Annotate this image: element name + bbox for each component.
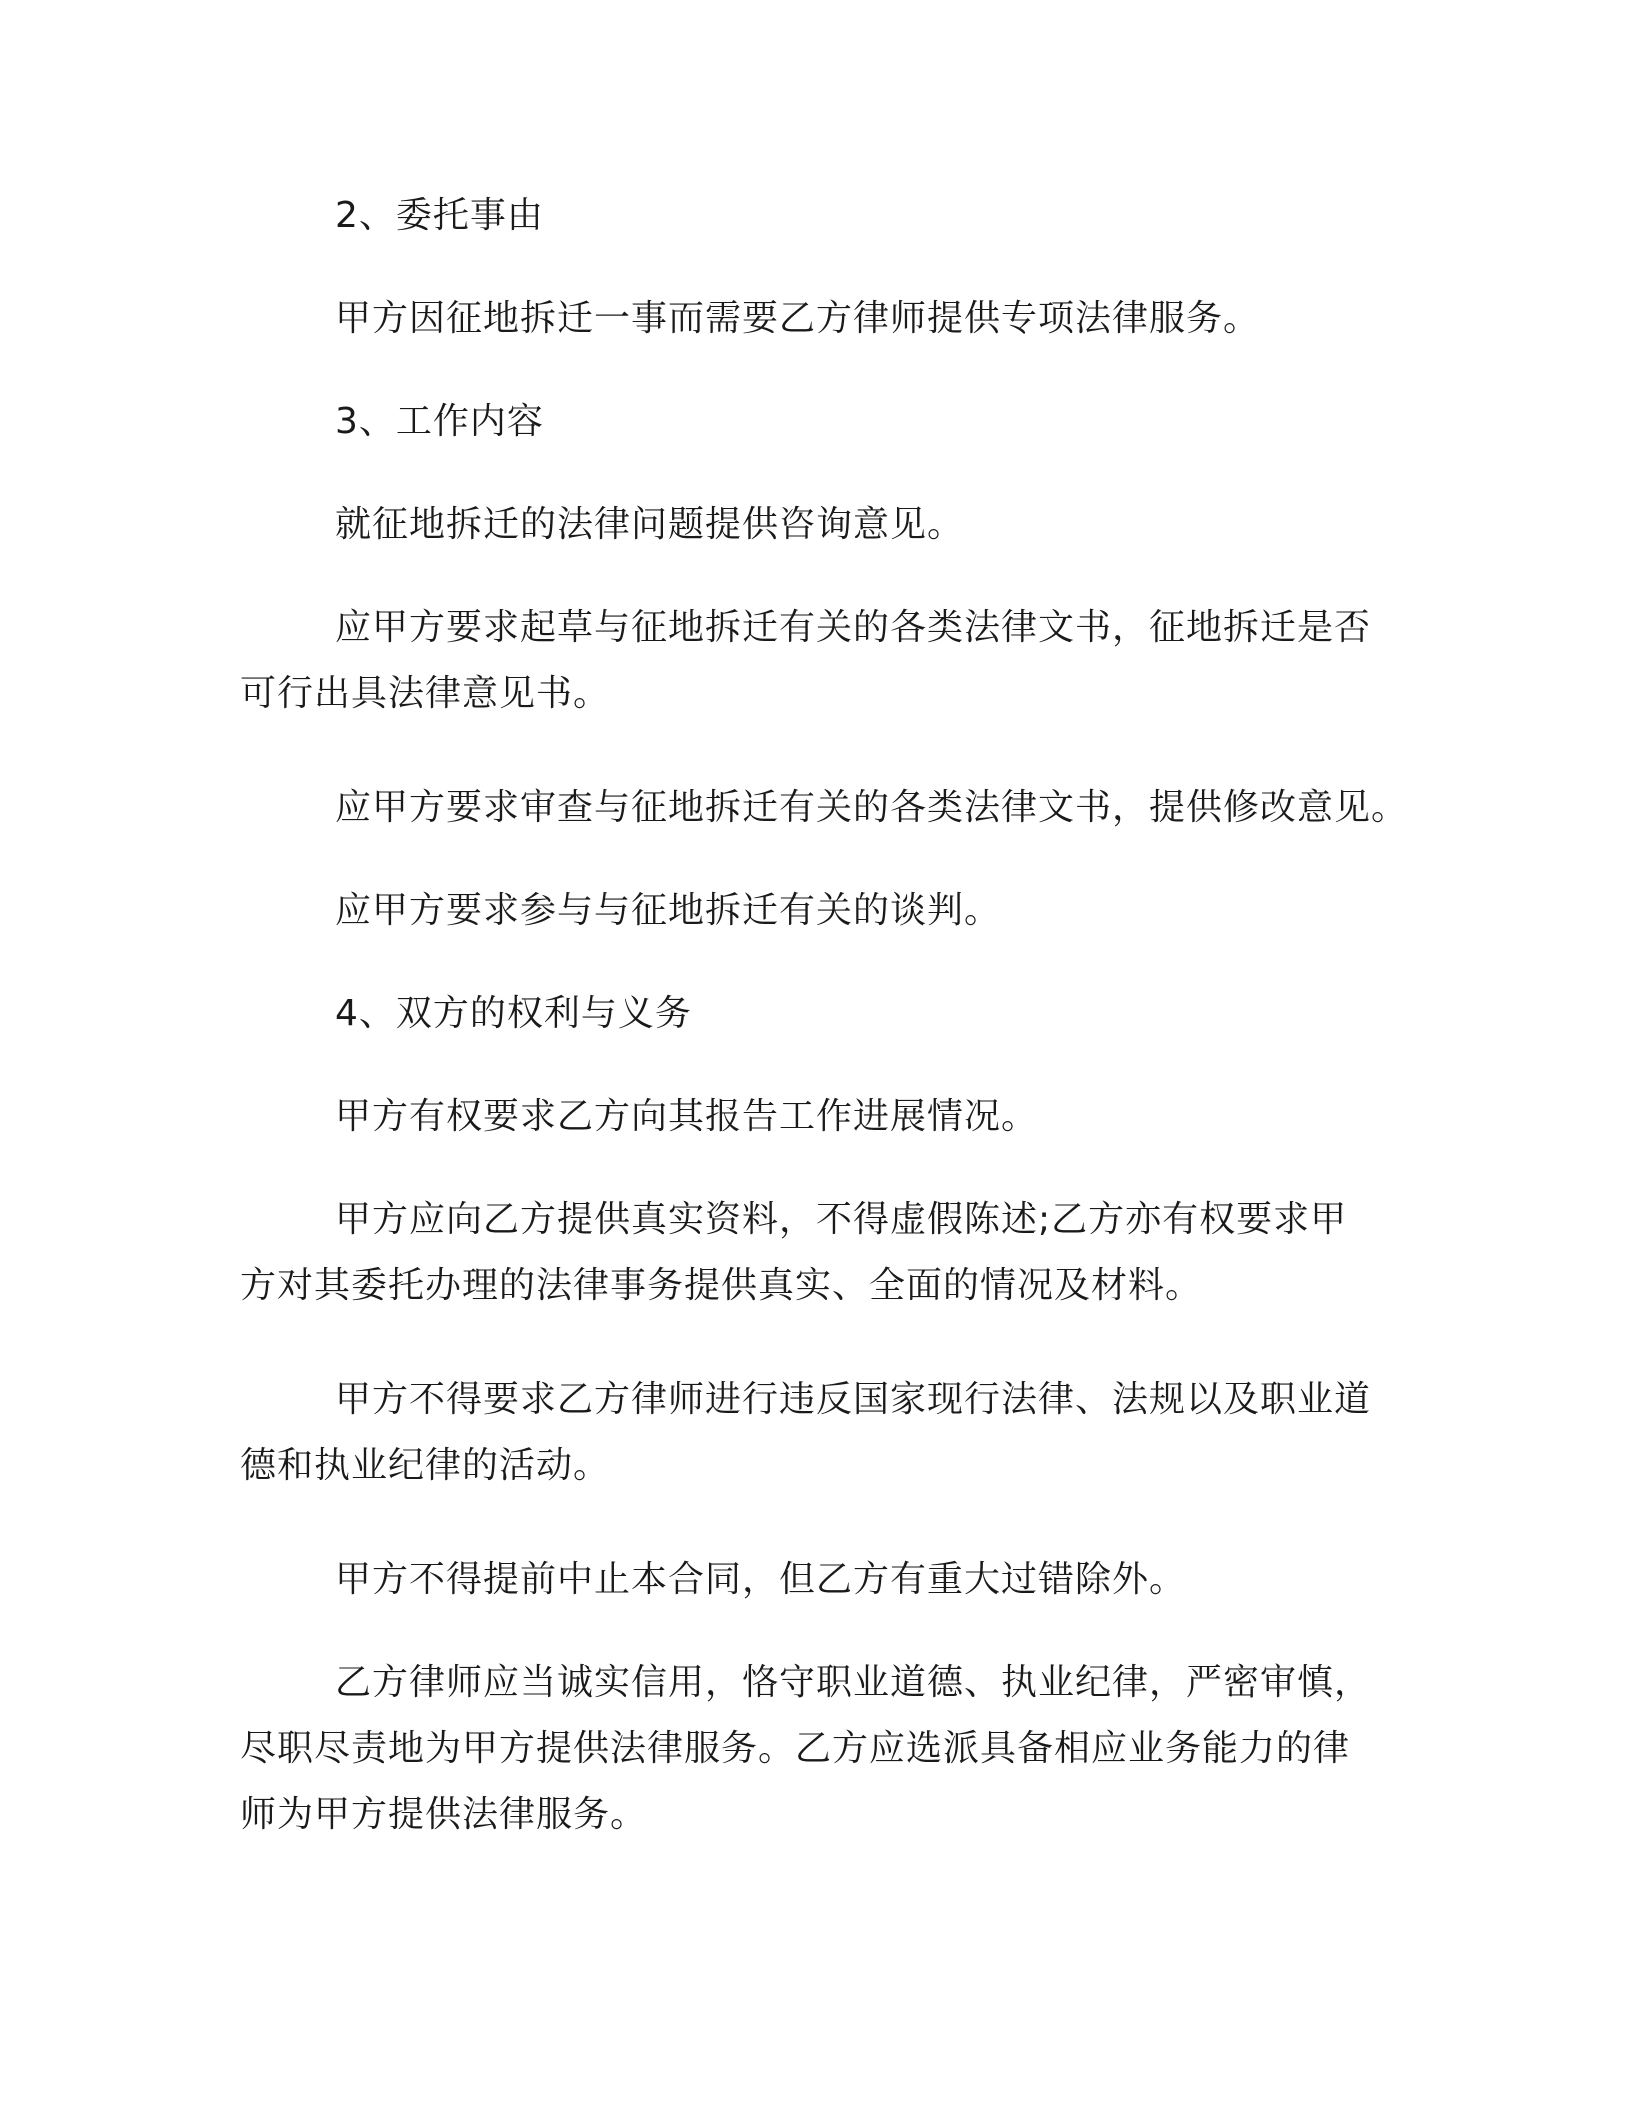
paragraph-rights-4	[240, 1547, 1380, 1613]
paragraph-work-content-3	[240, 775, 1409, 841]
paragraph-rights-3	[240, 1367, 1380, 1499]
paragraph-line: 应甲方要求参与与征地拆迁有关的谈判。	[335, 890, 1002, 931]
paragraph-line: 应甲方要求起草与征地拆迁有关的各类法律文书，征地拆迁是否	[335, 607, 1372, 648]
paragraph-line: 就征地拆迁的法律问题提供咨询意见。	[335, 504, 965, 545]
paragraph-line: 德和执业纪律的活动。	[240, 1445, 611, 1486]
paragraph-entrustment-reason	[240, 286, 1380, 352]
paragraph-rights-1	[240, 1084, 1380, 1150]
paragraph-line: 方对其委托办理的法律事务提供真实、全面的情况及材料。	[240, 1265, 1203, 1306]
paragraph-line: 甲方应向乙方提供真实资料，不得虚假陈述;乙方亦有权要求甲	[335, 1199, 1348, 1240]
paragraph-line: 甲方因征地拆迁一事而需要乙方律师提供专项法律服务。	[335, 298, 1261, 339]
paragraph-line: 2、委托事由	[335, 195, 544, 236]
paragraph-line: 甲方不得提前中止本合同，但乙方有重大过错除外。	[335, 1559, 1187, 1600]
paragraph-line: 师为甲方提供法律服务。	[240, 1794, 648, 1835]
paragraph-work-content-4	[240, 878, 1380, 944]
paragraph-line: 尽职尽责地为甲方提供法律服务。乙方应选派具备相应业务能力的律	[240, 1728, 1351, 1769]
section-heading-entrustment-reason	[240, 183, 1380, 249]
paragraph-rights-2	[240, 1187, 1380, 1319]
paragraph-line: 4、双方的权利与义务	[335, 993, 692, 1034]
paragraph-line: 可行出具法律意见书。	[240, 673, 611, 714]
section-heading-work-content	[240, 389, 1380, 455]
paragraph-line: 甲方不得要求乙方律师进行违反国家现行法律、法规以及职业道	[335, 1379, 1372, 1420]
paragraph-rights-5	[240, 1650, 1380, 1848]
paragraph-work-content-1	[240, 492, 1380, 558]
section-heading-rights-obligations	[240, 981, 1380, 1047]
paragraph-line: 乙方律师应当诚实信用，恪守职业道德、执业纪律，严密审慎，	[335, 1662, 1372, 1703]
paragraph-line: 甲方有权要求乙方向其报告工作进展情况。	[335, 1096, 1039, 1137]
paragraph-line: 3、工作内容	[335, 401, 544, 442]
paragraph-work-content-2	[240, 595, 1380, 727]
paragraph-line: 应甲方要求审查与征地拆迁有关的各类法律文书，提供修改意见。	[335, 787, 1409, 828]
